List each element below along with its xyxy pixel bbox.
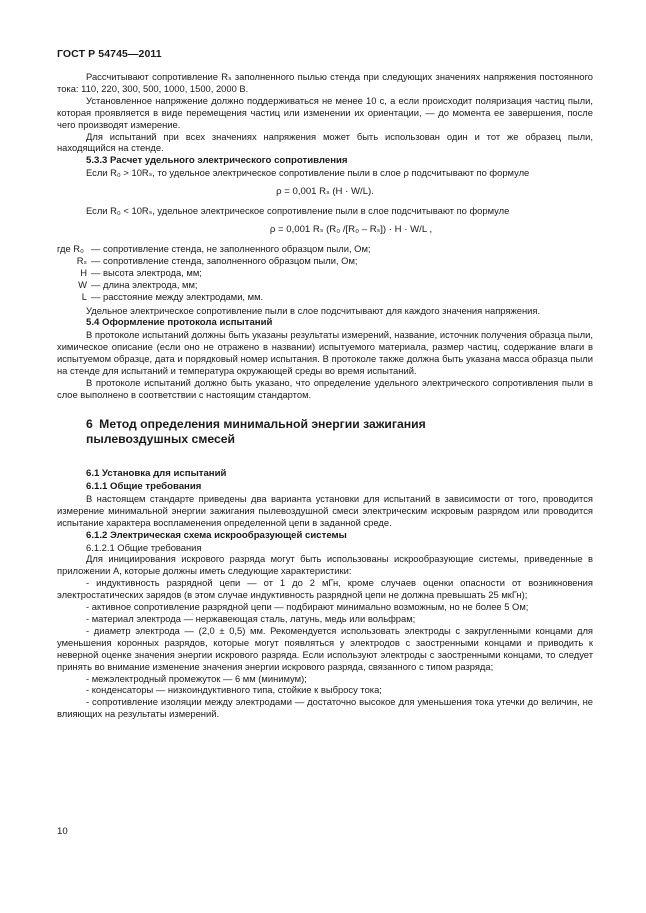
- definition-row: [57, 279, 593, 291]
- paragraph: Для испытаний при всех значениях напряжения может быть использован один и тот же образец пыли, находящийся на стенде.: [57, 130, 593, 154]
- list-item: - сопротивление изоляции между электродами — достаточно высокое для уменьшения тока утечки до величин, не влияющих на результаты измерений.: [57, 696, 593, 720]
- symbol-description: — сопротивление стенда, заполненного образцом пыли, Ом;: [91, 254, 358, 266]
- definition-row: [57, 291, 593, 303]
- symbol-description: — расстояние между электродами, мм.: [91, 290, 264, 302]
- symbol-description: — сопротивление стенда, не заполненного образцом пыли, Ом;: [91, 242, 371, 254]
- subsection-heading: 5.4 Оформление протокола испытаний: [86, 317, 273, 329]
- symbol: L: [81, 290, 87, 302]
- subsection-heading: 5.3.3 Расчет удельного электрического сопротивления: [86, 155, 348, 167]
- list-item: - конденсаторы — низкоиндуктивного типа, стойкие к выбросу тока;: [86, 684, 382, 696]
- definition-row: [57, 255, 593, 267]
- list-item: - материал электрода — нержавеющая сталь, латунь, медь или вольфрам;: [86, 613, 416, 624]
- paragraph: Если R₀ < 10Rₛ, удельное электрическое сопротивление пыли в слое подсчитывают по формуле: [86, 205, 510, 217]
- definition-row: [57, 243, 593, 255]
- list-item: - активное сопротивление разрядной цепи — подбирают минимально возможным, но не более 5 Ом;: [86, 601, 529, 613]
- list-item: - индуктивность разрядной цепи — от 1 до 2 мГн, кроме случаев оценки опасности от возникновения электростатических зарядов (в этом случае индуктивность разрядной цепи не должна превышать 25 мкГн);: [57, 577, 593, 601]
- subsection-heading: 6.1 Установка для испытаний: [86, 467, 227, 479]
- section-heading: [86, 417, 466, 447]
- symbol: W: [78, 278, 87, 290]
- symbol-description: — высота электрода, мм;: [91, 266, 202, 278]
- paragraph: В протоколе испытаний должны быть указаны результаты измерений, название, источник получения образца пыли, химическое описание (если оно не отражено в названии) испытуемого материала, размер частиц, содержание влаги в испытуемом образце, дата и порядковый номер испытания. В протоколе также должна быть указана масса образца пыли на стенде для испытаний и температура окружающей среды во время испытаний.: [57, 329, 593, 377]
- symbol: где R₀: [57, 242, 84, 254]
- section-number: 6: [86, 416, 93, 431]
- list-item: - диаметр электрода — (2,0 ± 0,5) мм. Рекомендуется использовать электроды с закругленными концами для уменьшения коронных разрядов, которые могут появляться у электродов с заостренными концами и приводить к неверной оценке значения энергии искрового разряда. Если используют электроды с заостренными концами, то следует принять во внимание изменение значения энергии искрового разряда, связанного с типом разряда;: [57, 624, 593, 672]
- section-title: Метод определения минимальной энергии зажигания пылевоздушных смесей: [86, 416, 426, 446]
- symbol: H: [80, 266, 87, 278]
- paragraph: Если R₀ > 10Rₛ, то удельное электрическое сопротивление пыли в слое ρ подсчитывают по формуле: [86, 167, 530, 179]
- subsubsection-heading: 6.1.2.1 Общие требования: [86, 541, 202, 553]
- symbol: Rₛ: [76, 254, 87, 266]
- paragraph: Для инициирования искрового разряда могут быть использованы искрообразующие системы, приведенные в приложении А, которые должны иметь следующие характеристики:: [57, 553, 593, 577]
- symbol-description: — длина электрода, мм;: [91, 278, 198, 290]
- formula: ρ = 0,001 Rₛ (R₀ /[R₀ – Rₛ]) · H · W/L ,: [269, 224, 433, 236]
- subsection-heading: 6.1.2 Электрическая схема искрообразующей системы: [86, 529, 347, 541]
- paragraph: Рассчитывают сопротивление Rₛ заполненного пылью стенда при следующих значениях напряжения постоянного тока: 110, 220, 300, 500, 1000, 1500, 2000 В.: [57, 71, 593, 94]
- subsection-heading: 6.1.1 Общие требования: [86, 480, 202, 492]
- page-number: 10: [57, 826, 68, 837]
- paragraph: Удельное электрическое сопротивление пыли в слое подсчитывают для каждого значения напряжения.: [86, 304, 541, 316]
- symbol-definitions: [57, 243, 593, 303]
- definition-row: [57, 267, 593, 279]
- formula: ρ = 0,001 Rₛ (H · W/L).: [276, 186, 374, 198]
- paragraph: В протоколе испытаний должно быть указано, что определение удельного электрического сопротивления пыли в слое выполнено в соответствии с настоящим стандартом.: [57, 377, 593, 400]
- paragraph: Установленное напряжение должно поддерживаться не менее 10 с, а если происходит поляризация частиц пыли, которая проявляется в виде перемещения частиц или изменении их ориентации, — до момента ее завершения, после чего производят измерение.: [57, 94, 593, 130]
- standard-header: ГОСТ Р 54745—2011: [57, 48, 162, 60]
- paragraph: В настоящем стандарте приведены два варианта установки для испытаний в зависимости от того, проводится измерение минимальной энергии зажигания пылевоздушной смеси электрическим искровым разрядом или проводится испытание характера воспламенения определенной цепи в заданной среде.: [57, 492, 593, 528]
- list-item: - межэлектродный промежуток — 6 мм (минимум);: [86, 672, 307, 684]
- page-content: [57, 71, 593, 720]
